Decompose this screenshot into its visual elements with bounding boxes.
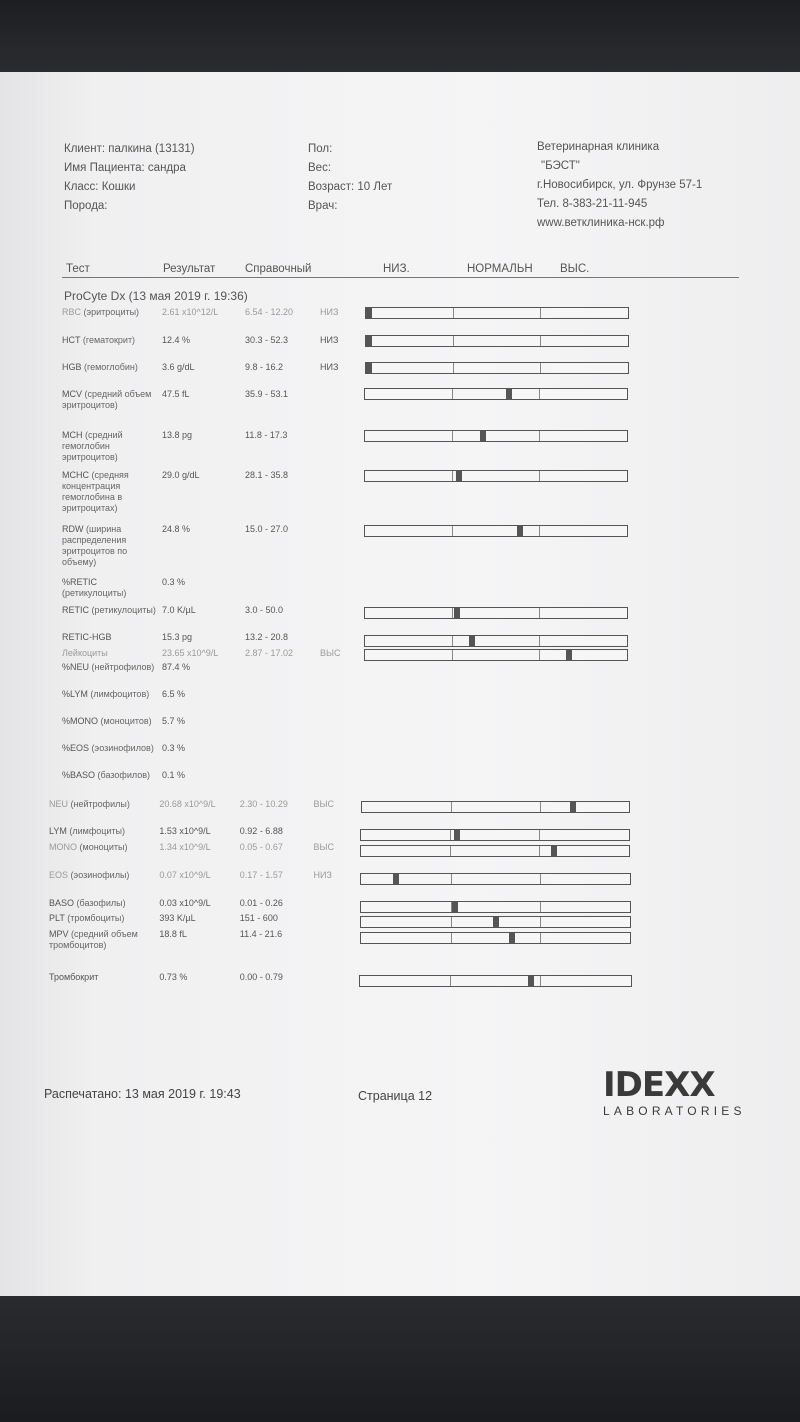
page-number: Страница 12: [358, 1089, 433, 1103]
col-test: Тест: [66, 263, 90, 275]
col-result: Результат: [163, 263, 216, 275]
gauge-divider: [539, 636, 540, 646]
test-code: MCH: [62, 430, 83, 440]
gauge-divider: [452, 650, 453, 660]
col-high: ВЫС.: [560, 263, 590, 275]
test-description: (средний объем тромбоцитов): [49, 929, 138, 950]
gauge-marker: [528, 976, 534, 986]
gauge-marker: [454, 830, 460, 840]
test-name: [62, 470, 157, 514]
test-name: [49, 826, 144, 837]
test-code: MCV: [62, 389, 82, 399]
gauge-divider: [539, 431, 540, 441]
test-code: RETIC-HGB: [62, 632, 112, 642]
test-code: PLT: [49, 913, 65, 923]
clinic-info: [537, 138, 702, 233]
test-name: [49, 799, 144, 810]
reference-range: 11.4 - 21.6: [239, 929, 283, 939]
range-gauge: [364, 607, 628, 619]
range-gauge: [365, 362, 629, 374]
gauge-divider: [540, 902, 541, 912]
test-code: HGB: [62, 362, 82, 372]
test-code: LYM: [49, 826, 67, 836]
test-name: [62, 662, 157, 673]
gauge-divider: [452, 389, 453, 399]
result-value: 0.1 %: [162, 770, 186, 780]
test-name: [62, 524, 157, 568]
result-value: 23.65 x10^9/L: [162, 648, 219, 658]
test-description: (эозинофилов): [91, 743, 154, 753]
test-description: (лимфоцитов): [90, 689, 150, 699]
gauge-marker: [509, 933, 515, 943]
test-code: EOS: [49, 870, 69, 880]
gauge-divider: [451, 917, 452, 927]
flag-label: ВЫС: [313, 799, 334, 809]
test-code: %RETIC: [62, 577, 98, 587]
test-code: RBC: [62, 307, 82, 317]
result-value: 12.4 %: [162, 335, 191, 345]
test-code: MCHC: [62, 470, 89, 480]
gauge-marker: [551, 846, 557, 856]
range-gauge: [360, 901, 631, 913]
flag-label: ВЫС: [320, 648, 341, 658]
reference-range: 0.92 - 6.88: [239, 826, 283, 836]
result-value: 393 K/µL: [159, 913, 196, 923]
idexx-logo: [603, 1065, 753, 1118]
reference-range: 0.17 - 1.57: [239, 870, 283, 880]
age-label: Возраст: 10 Лет: [308, 181, 393, 193]
test-description: (ширина распределения эритроцитов по объему): [62, 524, 128, 567]
gauge-divider: [452, 526, 453, 536]
clinic-phone: Тел. 8-383-21-11-945: [537, 198, 648, 210]
test-name: [62, 577, 157, 599]
gauge-marker: [517, 526, 523, 536]
result-value: 15.3 pg: [162, 632, 193, 642]
range-gauge: [364, 525, 628, 537]
breed-label: Порода:: [64, 200, 108, 212]
test-description: (нейтрофилов): [91, 662, 155, 672]
test-name: [62, 430, 157, 463]
gauge-divider: [540, 976, 541, 986]
test-code: RETIC: [62, 605, 89, 615]
test-code: %BASO: [62, 770, 96, 780]
gauge-divider: [453, 308, 454, 318]
reference-range: 0.01 - 0.26: [239, 898, 283, 908]
sex-label: Пол:: [308, 143, 333, 155]
background-top: [0, 0, 800, 72]
gauge-marker: [366, 308, 372, 318]
result-value: 18.8 fL: [159, 929, 187, 939]
test-description: (тромбоциты): [67, 913, 125, 923]
col-reference: Справочный: [245, 263, 312, 275]
flag-label: НИЗ: [320, 362, 339, 372]
patient-label: Имя Пациента: сандра: [64, 162, 186, 174]
result-value: 47.5 fL: [162, 389, 190, 399]
gauge-divider: [450, 846, 451, 856]
result-value: 0.3 %: [162, 577, 186, 587]
flag-label: ВЫС: [313, 842, 334, 852]
gauge-divider: [540, 363, 541, 373]
result-value: 0.07 x10^9/L: [159, 870, 211, 880]
logo-wordmark: IDEXX: [603, 1065, 715, 1105]
gauge-divider: [539, 526, 540, 536]
result-value: 2.61 x10^12/L: [162, 307, 219, 317]
result-value: 3.6 g/dL: [162, 362, 195, 372]
test-name: [62, 770, 157, 781]
gauge-divider: [540, 802, 541, 812]
client-label: Клиент: палкина (13131): [64, 143, 195, 155]
gauge-marker: [570, 802, 576, 812]
gauge-divider: [452, 636, 453, 646]
col-low: НИЗ.: [383, 263, 410, 275]
gauge-marker: [393, 874, 399, 884]
weight-label: Вес:: [308, 162, 332, 174]
test-name: [62, 307, 157, 318]
reference-range: 6.54 - 12.20: [245, 307, 294, 317]
gauge-divider: [452, 431, 453, 441]
result-value: 24.8 %: [162, 524, 191, 534]
reference-range: 30.3 - 52.3: [245, 335, 289, 345]
gauge-divider: [451, 802, 452, 812]
range-gauge: [360, 829, 630, 841]
gauge-marker: [366, 336, 372, 346]
result-value: 29.0 g/dL: [162, 470, 200, 480]
test-name: [62, 716, 157, 727]
col-normal: НОРМАЛЬН: [467, 263, 533, 275]
reference-range: 3.0 - 50.0: [245, 605, 284, 615]
gauge-marker: [480, 431, 486, 441]
gauge-divider: [539, 650, 540, 660]
result-value: 7.0 K/µL: [162, 605, 196, 615]
reference-range: 13.2 - 20.8: [245, 632, 289, 642]
test-code: Тромбокрит: [49, 972, 99, 982]
test-code: NEU: [49, 799, 69, 809]
doctor-label: Врач:: [308, 200, 338, 212]
test-description: (ретикулоциты): [62, 588, 127, 598]
test-description: (средний гемоглобин эритроцитов): [62, 430, 123, 462]
class-label: Класс: Кошки: [64, 181, 136, 193]
gauge-divider: [540, 874, 541, 884]
test-code: MPV: [49, 929, 69, 939]
test-name: [62, 605, 157, 616]
test-description: (эритроциты): [83, 307, 140, 317]
gauge-marker: [452, 902, 458, 912]
header-rule: [62, 277, 739, 278]
gauge-marker: [506, 389, 512, 399]
test-name: [62, 648, 157, 659]
gauge-divider: [539, 846, 540, 856]
test-description: (средняя концентрация гемоглобина в эритроцитах): [62, 470, 129, 513]
test-code: Лейкоциты: [62, 648, 108, 658]
background-bottom: [0, 1296, 800, 1422]
gauge-divider: [539, 471, 540, 481]
test-name: [62, 632, 157, 643]
result-value: 1.53 x10^9/L: [159, 826, 211, 836]
gauge-marker: [493, 917, 499, 927]
range-gauge: [360, 932, 631, 944]
range-gauge: [360, 916, 631, 928]
reference-range: 11.8 - 17.3: [245, 430, 288, 440]
logo-subtitle: LABORATORIES: [603, 1104, 746, 1118]
test-description: (средний объем эритроцитов): [62, 389, 152, 410]
clinic-name: Ветеринарная клиника: [537, 141, 660, 153]
flag-label: НИЗ: [320, 307, 339, 317]
range-gauge: [364, 635, 628, 647]
result-value: 6.5 %: [162, 689, 186, 699]
test-code: %NEU: [62, 662, 90, 672]
gauge-divider: [453, 336, 454, 346]
range-gauge: [364, 470, 628, 482]
reference-range: 9.8 - 16.2: [245, 362, 284, 372]
range-gauge: [361, 801, 630, 813]
gauge-divider: [450, 976, 451, 986]
test-name: [62, 389, 157, 411]
test-code: BASO: [49, 898, 75, 908]
range-gauge: [360, 845, 630, 857]
test-name: [49, 870, 144, 881]
test-code: %EOS: [62, 743, 90, 753]
test-name: [49, 913, 144, 924]
result-value: 13.8 pg: [162, 430, 193, 440]
test-name: [62, 689, 157, 700]
section-title: ProCyte Dx (13 мая 2019 г. 19:36): [64, 289, 248, 303]
test-code: %LYM: [62, 689, 88, 699]
gauge-divider: [451, 874, 452, 884]
gauge-divider: [540, 308, 541, 318]
test-name: [62, 743, 157, 754]
reference-range: 0.00 - 0.79: [239, 972, 283, 982]
reference-range: 35.9 - 53.1: [245, 389, 289, 399]
test-description: (эозинофилы): [70, 870, 130, 880]
test-description: (гемоглобин): [84, 362, 138, 372]
gauge-divider: [540, 933, 541, 943]
test-name: [49, 972, 144, 983]
flag-label: НИЗ: [320, 335, 339, 345]
test-description: (ретикулоциты): [91, 605, 156, 615]
test-description: (лимфоциты): [69, 826, 126, 836]
test-description: (нейтрофилы): [70, 799, 130, 809]
test-code: RDW: [62, 524, 84, 534]
gauge-divider: [539, 608, 540, 618]
range-gauge: [365, 307, 629, 319]
clinic-address: г.Новосибирск, ул. Фрунзе 57-1: [537, 179, 703, 191]
gauge-divider: [539, 830, 540, 840]
test-description: (моноциты): [79, 842, 128, 852]
test-code: MONO: [49, 842, 77, 852]
gauge-divider: [450, 830, 451, 840]
reference-range: 28.1 - 35.8: [245, 470, 289, 480]
clinic-website: www.ветклиника-нск.рф: [537, 217, 665, 229]
reference-range: 2.87 - 17.02: [245, 648, 294, 658]
flag-label: НИЗ: [313, 870, 332, 880]
gauge-divider: [539, 389, 540, 399]
range-gauge: [365, 335, 629, 347]
gauge-marker: [566, 650, 572, 660]
gauge-marker: [366, 363, 372, 373]
gauge-marker: [456, 471, 462, 481]
reference-range: 151 - 600: [239, 913, 278, 923]
test-code: %MONO: [62, 716, 98, 726]
gauge-divider: [540, 917, 541, 927]
test-name: [62, 335, 157, 346]
result-value: 87.4 %: [162, 662, 191, 672]
test-code: HCT: [62, 335, 81, 345]
range-gauge: [364, 430, 628, 442]
gauge-marker: [454, 608, 460, 618]
gauge-divider: [453, 363, 454, 373]
test-description: (гематокрит): [82, 335, 136, 345]
test-description: (моноцитов): [100, 716, 152, 726]
test-name: [49, 929, 144, 951]
gauge-divider: [452, 471, 453, 481]
result-value: 20.68 x10^9/L: [159, 799, 216, 809]
result-value: 1.34 x10^9/L: [159, 842, 211, 852]
range-gauge: [360, 873, 631, 885]
result-value: 0.73 %: [159, 972, 188, 982]
test-name: [49, 898, 144, 909]
test-description: (базофилов): [97, 770, 150, 780]
test-name: [49, 842, 144, 853]
range-gauge: [364, 388, 628, 400]
reference-range: 0.05 - 0.67: [239, 842, 283, 852]
gauge-divider: [451, 933, 452, 943]
range-gauge: [364, 649, 628, 661]
reference-range: 2.30 - 10.29: [239, 799, 288, 809]
test-description: (базофилы): [76, 898, 126, 908]
result-value: 0.3 %: [162, 743, 186, 753]
test-name: [62, 362, 157, 373]
clinic-name-quoted: "БЭСТ": [541, 160, 580, 172]
printed-date: Распечатано: 13 мая 2019 г. 19:43: [44, 1087, 241, 1101]
patient-details: [308, 140, 392, 216]
gauge-marker: [469, 636, 475, 646]
result-value: 5.7 %: [162, 716, 186, 726]
range-gauge: [359, 975, 632, 987]
result-value: 0.03 x10^9/L: [159, 898, 211, 908]
patient-info: [64, 140, 195, 216]
reference-range: 15.0 - 27.0: [245, 524, 289, 534]
gauge-divider: [540, 336, 541, 346]
